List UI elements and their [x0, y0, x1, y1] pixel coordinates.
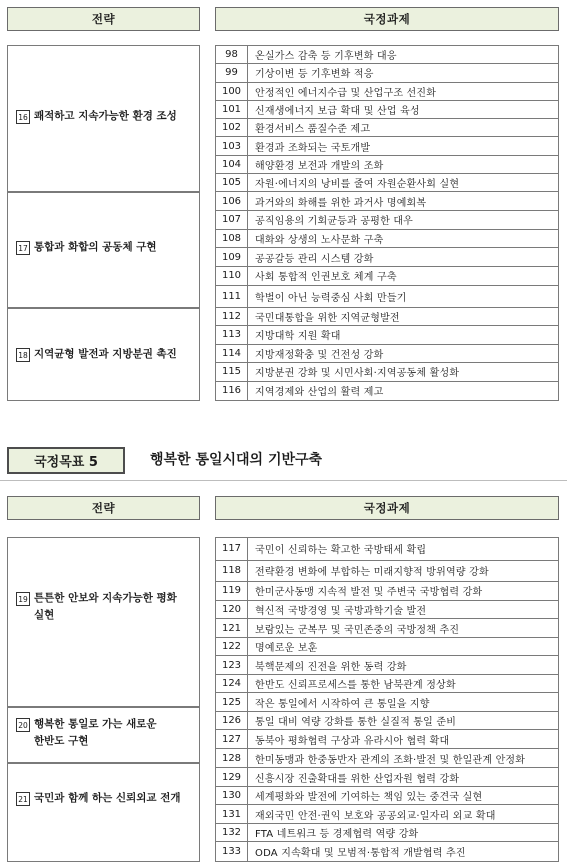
task-title: 북핵문제의 진전을 위한 동력 강화 [255, 661, 407, 673]
table-row [216, 805, 558, 824]
task-title: 혁신적 국방경영 및 국방과학기술 발전 [255, 605, 427, 617]
strategy-16 [7, 45, 200, 192]
task-title: FTA 네트워크 등 경제협력 역량 강화 [255, 829, 419, 841]
task-title: 대화와 상생의 노사문화 구축 [255, 234, 384, 246]
table-row [216, 156, 558, 174]
task-number: 115 [216, 363, 248, 380]
strategy-number: 18 [16, 348, 30, 362]
task-number: 109 [216, 248, 248, 266]
task-number: 124 [216, 675, 248, 693]
table-row [216, 601, 558, 620]
task-table [215, 537, 559, 862]
task-title: 지역경제와 산업의 활력 제고 [255, 387, 384, 399]
table-row [216, 286, 558, 308]
table-row [216, 582, 558, 601]
task-number: 106 [216, 192, 248, 210]
strategy-label: 통합과 화합의 공동체 구현 [34, 241, 157, 253]
task-number: 129 [216, 768, 248, 786]
table-row [216, 768, 558, 787]
task-title: 세계평화와 발전에 기여하는 책임 있는 중견국 실현 [255, 792, 483, 804]
strategy-18 [7, 308, 200, 401]
task-title: 환경과 조화되는 국토개발 [255, 142, 371, 154]
table-row [216, 561, 558, 583]
table-row [216, 538, 558, 561]
strategy-label: 행복한 통일로 가는 새로운 한반도 구현 [34, 718, 157, 747]
task-title: 명예로운 보훈 [255, 643, 318, 655]
table-row [216, 693, 558, 712]
task-number: 98 [216, 46, 248, 63]
task-title: 지방분권 강화 및 시민사회·지역공동체 활성화 [255, 368, 460, 380]
task-title: 해양환경 보전과 개발의 조화 [255, 160, 384, 172]
task-title: 온실가스 감축 등 기후변화 대응 [255, 51, 397, 63]
table-row [216, 83, 558, 101]
table-row [216, 730, 558, 749]
table-row [216, 382, 558, 400]
tasks-header: 국정과제 [215, 496, 559, 520]
strategy-label: 튼튼한 안보와 지속가능한 평화 실현 [34, 592, 177, 621]
tasks-header: 국정과제 [215, 7, 559, 31]
task-title: 전략환경 변화에 부합하는 미래지향적 방위역량 강화 [255, 567, 489, 579]
strategy-header: 전략 [7, 7, 200, 31]
task-number: 111 [216, 286, 248, 307]
task-title: 보람있는 군복무 및 국민존중의 국방정책 추진 [255, 624, 460, 636]
table-row [216, 248, 558, 267]
table-row [216, 345, 558, 363]
task-number: 119 [216, 582, 248, 600]
table-row [216, 749, 558, 769]
table-row [216, 824, 558, 843]
table-row [216, 46, 558, 64]
task-number: 120 [216, 601, 248, 619]
task-title: 국민이 신뢰하는 확고한 국방태세 확립 [255, 545, 427, 557]
table-row [216, 174, 558, 192]
task-number: 131 [216, 805, 248, 823]
task-title: 지방대학 지원 확대 [255, 331, 341, 343]
strategy-number: 20 [16, 718, 30, 732]
task-number: 130 [216, 787, 248, 805]
goal-label: 국정목표 5 [7, 447, 125, 474]
task-number: 128 [216, 749, 248, 768]
task-title: ODA 지속확대 및 모범적·통합적 개발협력 추진 [255, 848, 466, 860]
task-number: 114 [216, 345, 248, 362]
task-title: 한미군사동맹 지속적 발전 및 주변국 국방협력 강화 [255, 587, 483, 599]
task-title: 지방재정확충 및 건전성 강화 [255, 349, 384, 361]
task-number: 108 [216, 230, 248, 248]
task-title: 자원·에너지의 낭비를 줄여 자원순환사회 실현 [255, 179, 460, 191]
table-row [216, 675, 558, 694]
table-row [216, 842, 558, 861]
task-title: 사회 통합적 인권보호 체계 구축 [255, 272, 397, 284]
table-row [216, 787, 558, 806]
strategy-21 [7, 763, 200, 862]
table-row [216, 137, 558, 155]
task-table [215, 45, 559, 401]
strategy-20 [7, 707, 200, 763]
task-number: 126 [216, 712, 248, 730]
task-title: 안정적인 에너지수급 및 산업구조 선진화 [255, 87, 437, 99]
task-title: 기상이변 등 기후변화 적응 [255, 69, 374, 81]
goal-title: 행복한 통일시대의 기반구축 [150, 452, 323, 468]
task-number: 123 [216, 656, 248, 674]
task-title: 통일 대비 역량 강화를 통한 실질적 통일 준비 [255, 717, 457, 729]
table-row [216, 211, 558, 230]
task-title: 공공갈등 관리 시스템 강화 [255, 253, 374, 265]
task-number: 127 [216, 730, 248, 748]
strategy-number: 16 [16, 110, 30, 124]
task-number: 121 [216, 619, 248, 637]
task-title: 과거와의 화해를 위한 과거사 명예회복 [255, 197, 427, 209]
task-number: 118 [216, 561, 248, 582]
table-row [216, 619, 558, 638]
table-row [216, 119, 558, 137]
task-number: 125 [216, 693, 248, 711]
task-number: 107 [216, 211, 248, 229]
table-row [216, 101, 558, 119]
strategy-number: 17 [16, 241, 30, 255]
task-number: 116 [216, 382, 248, 400]
task-number: 104 [216, 156, 248, 173]
task-number: 99 [216, 64, 248, 81]
table-row [216, 230, 558, 249]
task-number: 112 [216, 308, 248, 325]
table-row [216, 267, 558, 286]
task-title: 한반도 신뢰프로세스를 통한 남북관계 정상화 [255, 680, 456, 692]
strategy-19 [7, 537, 200, 707]
task-title: 환경서비스 품질수준 제고 [255, 124, 371, 136]
table-row [216, 308, 558, 326]
task-title: 작은 통일에서 시작하여 큰 통일을 지향 [255, 698, 430, 710]
strategy-label: 지역균형 발전과 지방분권 촉진 [34, 348, 177, 360]
task-title: 재외국민 안전·권익 보호와 공공외교·일자리 외교 확대 [255, 810, 496, 822]
task-title: 학벌이 아닌 능력중심 사회 만들기 [255, 292, 407, 304]
task-number: 101 [216, 101, 248, 118]
task-title: 공직임용의 기회균등과 공평한 대우 [255, 216, 414, 228]
task-title: 신흥시장 진출확대를 위한 산업자원 협력 강화 [255, 773, 460, 785]
divider [0, 480, 567, 481]
task-number: 132 [216, 824, 248, 842]
strategy-header: 전략 [7, 496, 200, 520]
table-row [216, 656, 558, 675]
task-title: 신재생에너지 보급 확대 및 산업 육성 [255, 105, 420, 117]
task-title: 한미동맹과 한중동반자 관계의 조화·발전 및 한일관계 안정화 [255, 754, 526, 766]
task-number: 117 [216, 538, 248, 560]
task-number: 133 [216, 842, 248, 861]
strategy-label: 쾌적하고 지속가능한 환경 조성 [34, 110, 177, 122]
strategy-number: 21 [16, 792, 30, 806]
task-number: 110 [216, 267, 248, 285]
table-row [216, 192, 558, 211]
task-number: 113 [216, 326, 248, 343]
task-number: 103 [216, 137, 248, 154]
strategy-17 [7, 192, 200, 308]
table-row [216, 326, 558, 344]
task-number: 102 [216, 119, 248, 136]
table-row [216, 64, 558, 82]
task-title: 국민대통합을 위한 지역균형발전 [255, 312, 400, 324]
strategy-number: 19 [16, 592, 30, 606]
table-row [216, 363, 558, 381]
task-title: 동북아 평화협력 구상과 유라시아 협력 확대 [255, 735, 450, 747]
task-number: 122 [216, 638, 248, 656]
task-number: 105 [216, 174, 248, 191]
table-row [216, 638, 558, 657]
task-number: 100 [216, 83, 248, 100]
strategy-label: 국민과 함께 하는 신뢰외교 전개 [34, 792, 181, 804]
table-row [216, 712, 558, 731]
